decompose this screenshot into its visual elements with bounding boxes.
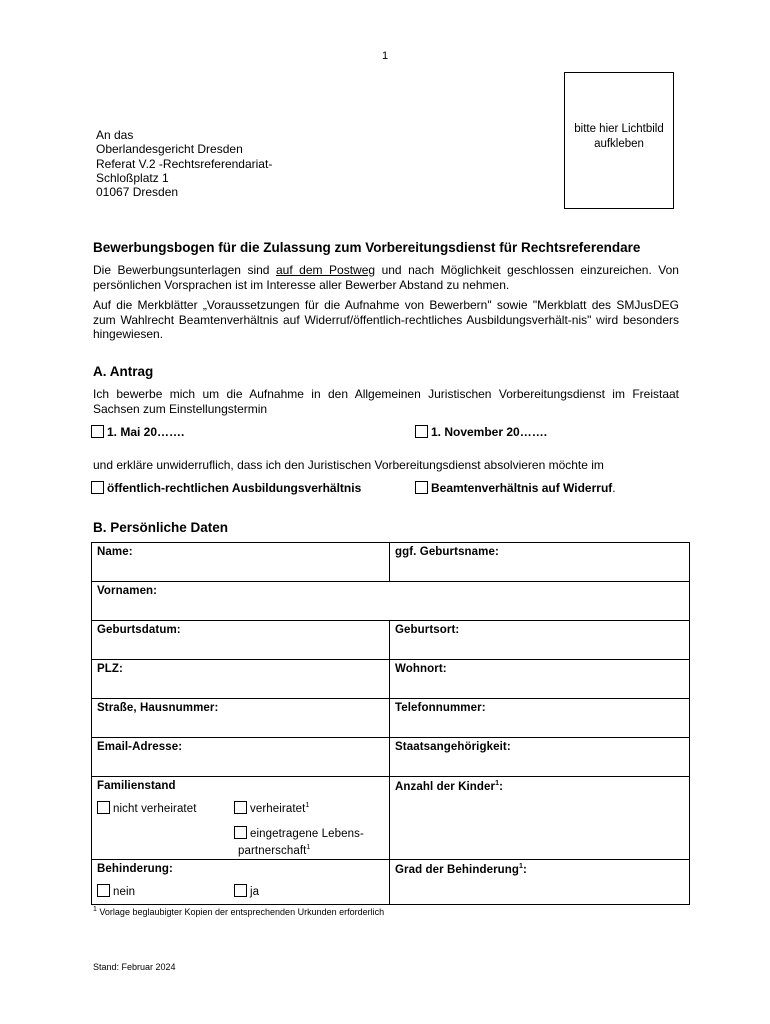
address-line: Schloßplatz 1 (96, 170, 169, 185)
address-line: 01067 Dresden (96, 185, 179, 200)
field-vornamen[interactable]: Vornamen: (92, 582, 690, 621)
option-label: partnerschaft (238, 844, 307, 857)
address-line: Referat V.2 -Rechtsreferendariat- (96, 156, 273, 171)
photo-box-line: bitte hier Lichtbild (574, 123, 664, 135)
field-geburtsort[interactable]: Geburtsort: (390, 621, 690, 660)
field-behinderung (92, 860, 390, 905)
footnote-text: Vorlage beglaubigter Kopien der entsprechenden Urkunden erforderlich (99, 907, 385, 917)
option-label: nein (113, 886, 136, 898)
intro-text: Die Bewerbungsunterlagen sind (93, 263, 276, 277)
option-beamten[interactable] (415, 481, 616, 495)
checkbox[interactable] (415, 425, 428, 438)
field-email[interactable]: Email-Adresse: (92, 738, 390, 777)
photo-box-line: aufkleben (594, 137, 644, 150)
behinderung-label: Behinderung: (97, 863, 173, 875)
field-name[interactable]: Name: (92, 543, 390, 582)
page-number: 1 (381, 50, 389, 62)
section-a-text-1: Ich bewerbe mich um die Aufnahme in den Allgemeinen Juristischen Vorbereitungsdienst im Freistaat Sachsen zum Einstellungstermin (93, 387, 679, 416)
recipient-address (96, 128, 272, 199)
field-telefon[interactable]: Telefonnummer: (390, 699, 690, 738)
checkbox[interactable] (97, 884, 110, 897)
footnote-mark: 1 (306, 844, 311, 851)
section-a-text-2: und erkläre unwiderruflich, dass ich den Juristischen Vorbereitungsdienst absolvieren möchte im (93, 458, 604, 472)
checkbox[interactable] (234, 826, 247, 839)
address-line: An das (96, 128, 134, 142)
option-nein[interactable] (97, 884, 135, 898)
intro-underlined-text: auf dem Postweg (275, 263, 376, 277)
checkbox[interactable] (234, 801, 247, 814)
anzahl-kinder-label: Anzahl der Kinder (395, 780, 496, 793)
option-label: öffentlich-rechtlichen Ausbildungsverhältnis (107, 481, 362, 495)
option-verheiratet[interactable] (234, 801, 309, 815)
photo-box (564, 72, 674, 209)
grad-behinderung-label: Grad der Behinderung (395, 863, 520, 876)
checkbox[interactable] (97, 801, 110, 814)
form-title: Bewerbungsbogen für die Zulassung zum Vorbereitungsdienst für Rechtsreferendare (93, 240, 641, 255)
checkbox[interactable] (415, 481, 428, 494)
intro-paragraph-2: Auf die Merkblätter „Voraussetzungen für die Aufnahme von Bewerbern" sowie "Merkblatt des SMJusDEG zum Wahlrecht Beamtenverhältnis auf Widerruf/öffentlich-rechtliches Ausbildungsverhält-nis" wird besonders hingewiesen. (93, 298, 679, 341)
option-eingetragene-partnerschaft[interactable] (234, 826, 364, 858)
option-label: nicht verheiratet (113, 803, 197, 815)
personal-data-table (91, 542, 690, 905)
checkbox[interactable] (91, 425, 104, 438)
footnote (93, 906, 384, 917)
field-wohnort[interactable]: Wohnort: (390, 660, 690, 699)
familienstand-label: Familienstand (97, 780, 176, 792)
option-ja[interactable] (234, 884, 259, 898)
option-label: 1. Mai 20……. (107, 425, 185, 439)
intro-text: und nach Möglichkeit geschlossen einzureichen. Von persönlichen Vorsprachen ist im Interesse aller Bewerber Abstand zu nehmen. (93, 263, 679, 292)
option-nicht-verheiratet[interactable] (97, 801, 197, 815)
field-familienstand (92, 777, 390, 860)
section-b-heading: B. Persönliche Daten (93, 520, 229, 535)
field-anzahl-kinder[interactable]: Anzahl der Kinder$^1$: (390, 777, 690, 860)
section-a-heading: A. Antrag (93, 364, 154, 379)
footnote-mark: 1 (519, 863, 524, 870)
field-plz[interactable]: PLZ: (92, 660, 390, 699)
address-line: Oberlandesgericht Dresden (96, 142, 243, 157)
intro-paragraph-1 (93, 263, 679, 292)
option-label: Beamtenverhältnis auf Widerruf (431, 481, 613, 495)
checkbox[interactable] (234, 884, 247, 897)
field-strasse[interactable]: Straße, Hausnummer: (92, 699, 390, 738)
footnote-mark: 1 (495, 780, 500, 787)
field-geburtsdatum[interactable]: Geburtsdatum: (92, 621, 390, 660)
option-label: eingetragene Lebens- (250, 828, 364, 840)
footnote-mark: 1 (305, 802, 310, 810)
option-oeffentlich[interactable] (91, 481, 361, 495)
field-grad-behinderung[interactable]: Grad der Behinderung$^1$: (390, 860, 690, 905)
option-label: 1. November 20……. (431, 425, 548, 439)
option-label: verheiratet (250, 803, 306, 815)
field-geburtsname[interactable]: ggf. Geburtsname: (390, 543, 690, 582)
stand-date: Stand: Februar 2024 (93, 962, 176, 972)
footnote-mark: 1 (93, 906, 97, 913)
checkbox[interactable] (91, 481, 104, 494)
option-label: ja (250, 886, 260, 898)
option-suffix: . (612, 481, 616, 495)
option-mai[interactable] (91, 425, 184, 439)
field-staatsangehoerigkeit[interactable]: Staatsangehörigkeit: (390, 738, 690, 777)
option-november[interactable] (415, 425, 547, 439)
